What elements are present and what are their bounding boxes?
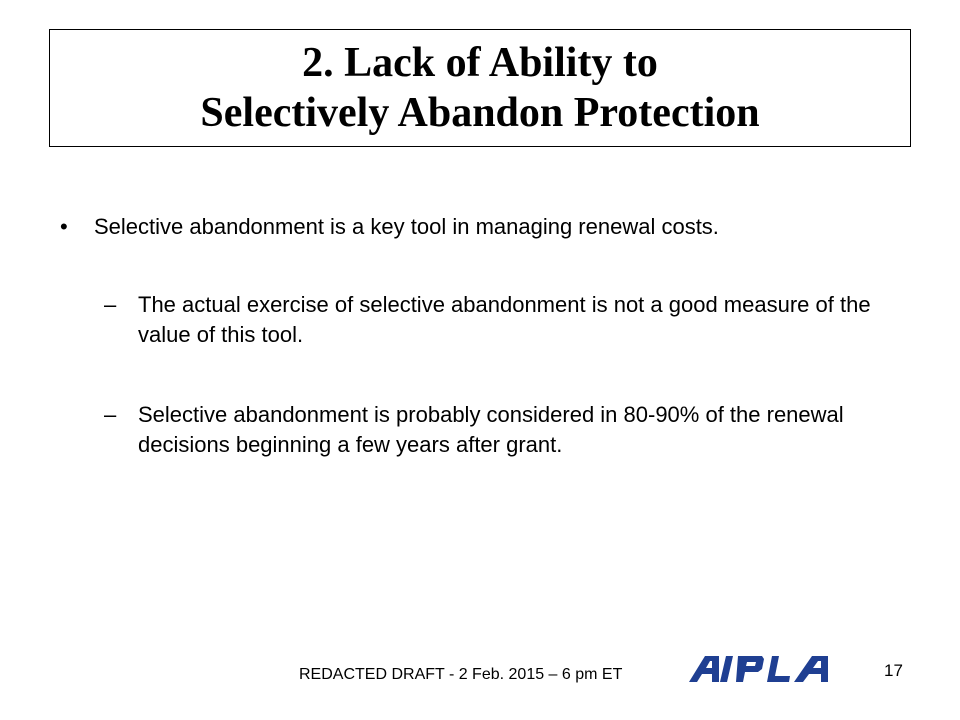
bullet-icon: • — [60, 214, 68, 239]
aipla-logo — [686, 652, 842, 686]
dash-icon: – — [104, 292, 117, 317]
dash-icon: – — [104, 402, 117, 427]
main-bullet-text: Selective abandonment is a key tool in managing renewal costs. — [94, 214, 719, 239]
sub-bullet-text: Selective abandonment is probably considered in 80-90% of the renewal decisions beginning a few years after grant. — [138, 402, 844, 457]
slide-title-box — [49, 29, 911, 147]
page-number: 17 — [884, 661, 903, 680]
footer-draft-text: REDACTED DRAFT - 2 Feb. 2015 – 6 pm ET — [299, 666, 623, 683]
sub-bullet-text: The actual exercise of selective abandonment is not a good measure of the value of this tool. — [138, 292, 871, 347]
slide-title-line-1: 2. Lack of Ability to — [302, 40, 658, 86]
slide-title-line-2: Selectively Abandon Protection — [200, 90, 760, 136]
